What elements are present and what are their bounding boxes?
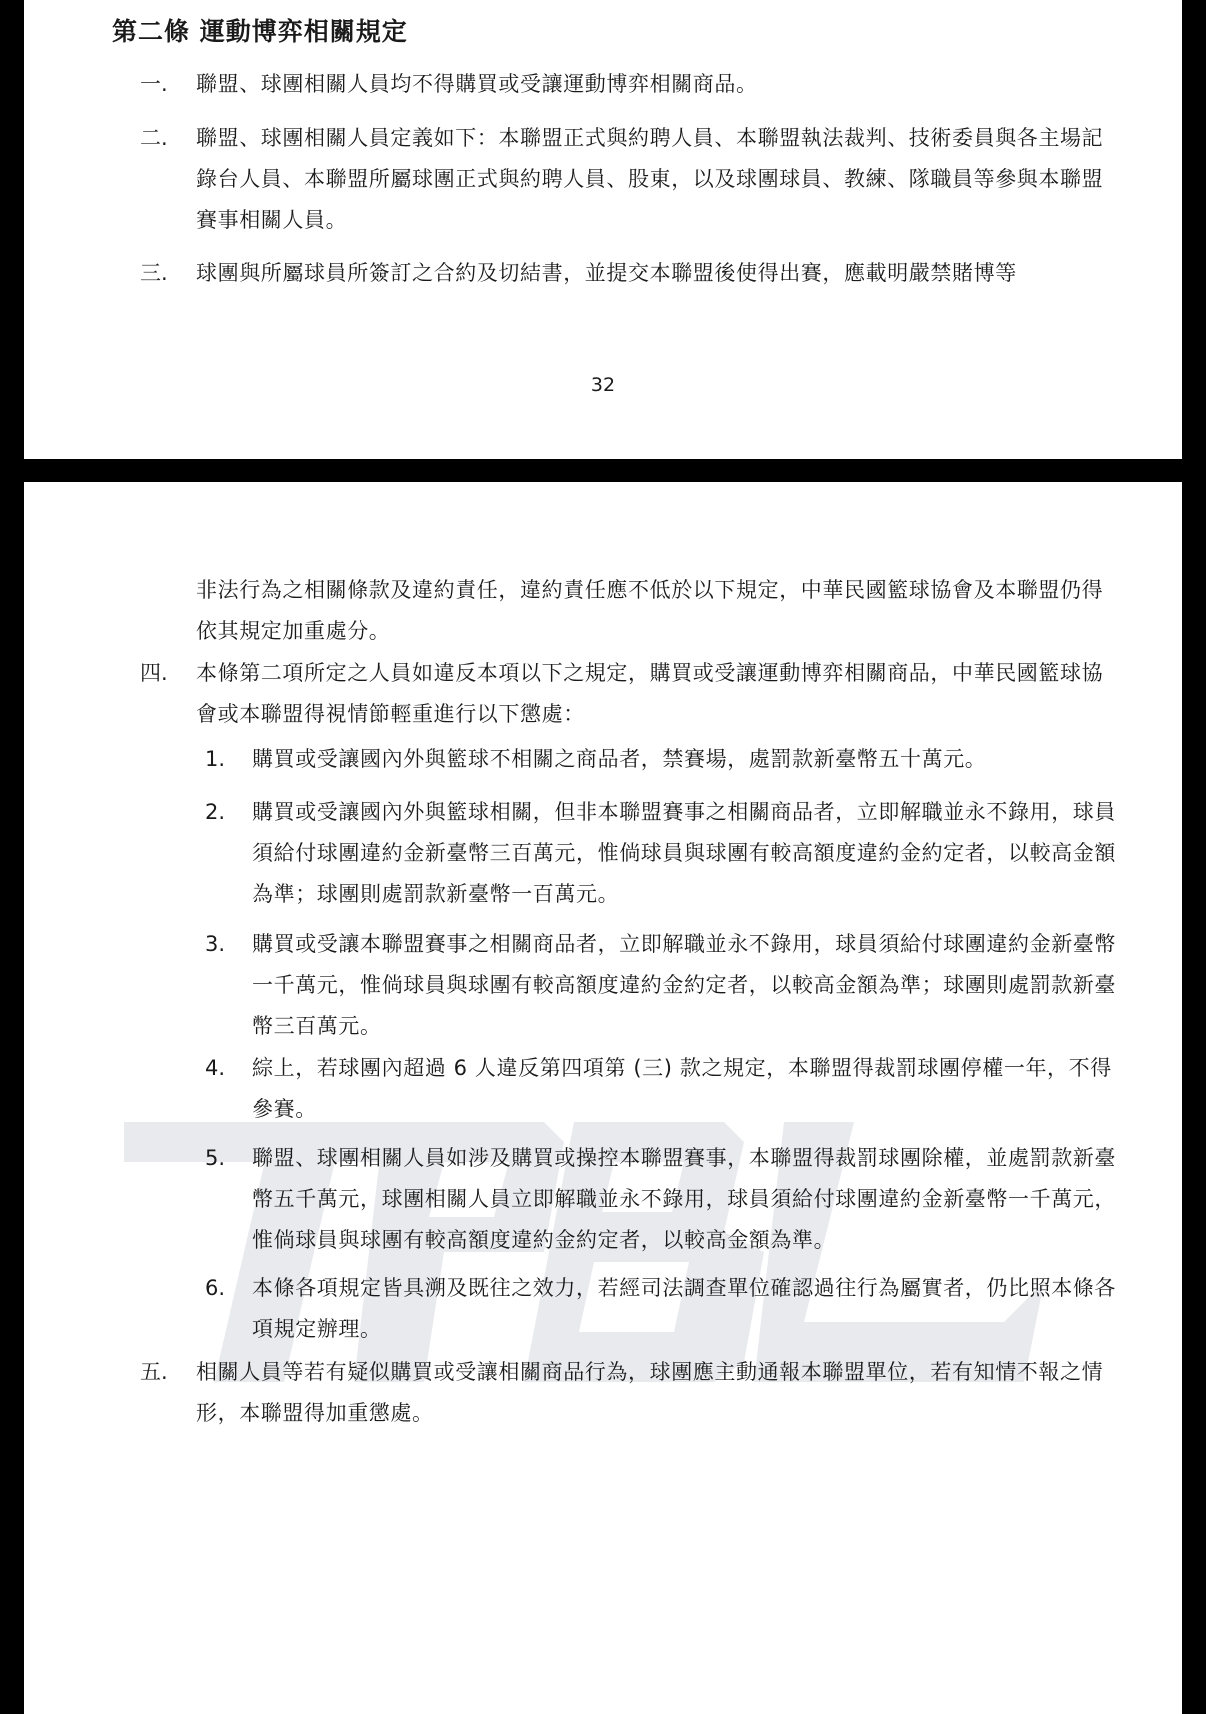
- page-number: 32: [590, 374, 616, 396]
- sub-clause-marker: 3.: [205, 932, 226, 956]
- sub-clause-marker: 6.: [205, 1276, 226, 1300]
- clause-text: 球團與所屬球員所簽訂之合約及切結書，並提交本聯盟後使得出賽，應載明嚴禁賭博等: [196, 261, 1017, 285]
- clause-text: 非法行為之相關條款及違約責任，違約責任應不低於以下規定，中華民國籃球協會及本聯盟仍得依其規定加重處分。: [196, 578, 1104, 643]
- document-page-bottom: [24, 482, 1182, 1714]
- sub-clause-marker: 4.: [205, 1056, 226, 1080]
- clause-marker: 三.: [140, 261, 168, 285]
- clause-text: 聯盟、球團相關人員定義如下：本聯盟正式與約聘人員、本聯盟執法裁判、技術委員與各主場記錄台人員、本聯盟所屬球團正式與約聘人員、股東，以及球團球員、教練、隊職員等參與本聯盟賽事相關人員。: [196, 126, 1104, 232]
- clause-marker: 五.: [140, 1360, 168, 1384]
- article-title: 第二條 運動博弈相關規定: [112, 17, 408, 46]
- sub-clause-marker: 1.: [205, 747, 226, 771]
- sub-clause-text: 本條各項規定皆具溯及既往之效力，若經司法調查單位確認過往行為屬實者，仍比照本條各項規定辦理。: [252, 1276, 1116, 1341]
- document-page-top: [24, 0, 1182, 459]
- sub-clause-text: 購買或受讓國內外與籃球相關，但非本聯盟賽事之相關商品者，立即解職並永不錄用，球員須給付球團違約金新臺幣三百萬元，惟倘球員與球團有較高額度違約金約定者，以較高金額為準；球團則處罰款新臺幣一百萬元。: [252, 800, 1116, 906]
- sub-clause-text: 聯盟、球團相關人員如涉及購買或操控本聯盟賽事，本聯盟得裁罰球團除權，並處罰款新臺幣五千萬元，球團相關人員立即解職並永不錄用，球員須給付球團違約金新臺幣一千萬元，惟倘球員與球團有較高額度違約金約定者，以較高金額為準。: [252, 1146, 1116, 1252]
- clause-marker: 四.: [140, 661, 168, 685]
- sub-clause-text: 購買或受讓國內外與籃球不相關之商品者，禁賽場，處罰款新臺幣五十萬元。: [252, 747, 987, 771]
- clause-text: 聯盟、球團相關人員均不得購買或受讓運動博弈相關商品。: [196, 72, 758, 96]
- sub-clause-marker: 2.: [205, 800, 226, 824]
- clause-marker: 一.: [140, 72, 168, 96]
- clause-text: 相關人員等若有疑似購買或受讓相關商品行為，球團應主動通報本聯盟單位，若有知情不報之情形，本聯盟得加重懲處。: [196, 1360, 1104, 1425]
- clause-marker: 二.: [140, 126, 168, 150]
- sub-clause-marker: 5.: [205, 1146, 226, 1170]
- sub-clause-text: 綜上，若球團內超過 6 人違反第四項第 (三) 款之規定，本聯盟得裁罰球團停權一年，不得參賽。: [252, 1056, 1112, 1121]
- sub-clause-text: 購買或受讓本聯盟賽事之相關商品者，立即解職並永不錄用，球員須給付球團違約金新臺幣一千萬元，惟倘球員與球團有較高額度違約金約定者，以較高金額為準；球團則處罰款新臺幣三百萬元。: [252, 932, 1116, 1038]
- clause-text: 本條第二項所定之人員如違反本項以下之規定，購買或受讓運動博弈相關商品，中華民國籃球協會或本聯盟得視情節輕重進行以下懲處：: [196, 661, 1104, 726]
